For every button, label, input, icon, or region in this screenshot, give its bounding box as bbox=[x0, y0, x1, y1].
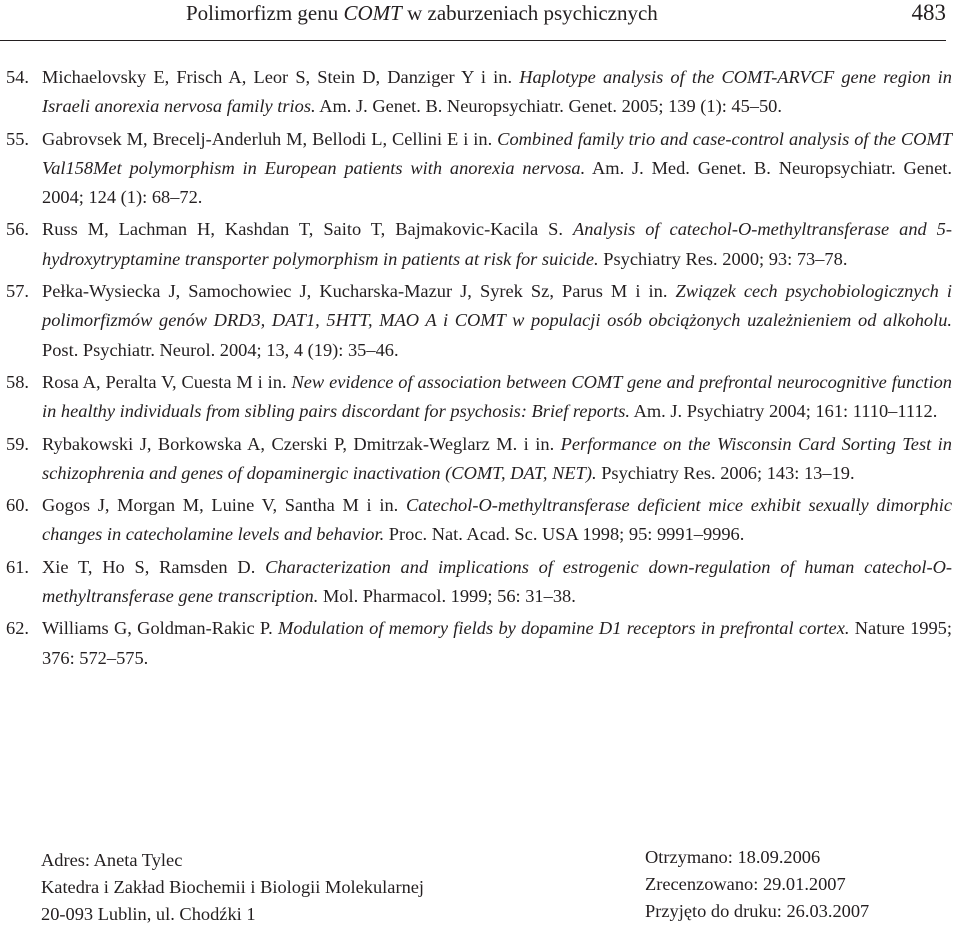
reference-source: Mol. Pharmacol. 1999; 56: 31–38. bbox=[322, 586, 576, 607]
reference-source: Psychiatry Res. 2006; 143: 13–19. bbox=[601, 462, 855, 483]
address-name: Adres: Aneta Tylec bbox=[41, 850, 183, 870]
reference-authors: Gogos J, Morgan M, Luine V, Santha M i in. bbox=[42, 495, 399, 516]
running-title bbox=[186, 1, 658, 25]
reference-title: Haplotype analysis of the COMT-ARVCF gene region in Israeli anorexia nervosa family trios. bbox=[42, 67, 952, 117]
reference-authors: Rosa A, Peralta V, Cuesta M i in. bbox=[42, 371, 287, 392]
running-title-end: w zaburzeniach psychicznych bbox=[401, 1, 658, 25]
running-header bbox=[0, 0, 946, 41]
reference-item bbox=[6, 277, 952, 365]
reference-title: Związek cech psychobiologicznych i polimorfizmów genów DRD3, DAT1, 5HTT, MAO A i COMT w populacji osób obciążonych uzależnieniem od alkoholu. bbox=[42, 281, 952, 331]
reference-source: Am. J. Med. Genet. B. Neuropsychiatr. Genet. 2004; 124 (1): 68–72. bbox=[42, 157, 952, 208]
reference-title: Modulation of memory fields by dopamine D1 receptors in prefrontal cortex. bbox=[278, 618, 850, 639]
address-department: Katedra i Zakład Biochemii i Biologii Molekularnej bbox=[41, 877, 425, 897]
article-dates bbox=[645, 844, 869, 925]
reference-authors: Michaelovsky E, Frisch A, Leor S, Stein D, Danziger Y i in. bbox=[42, 67, 513, 87]
reference-item bbox=[6, 614, 952, 673]
reference-item bbox=[6, 63, 952, 122]
reference-item bbox=[6, 491, 952, 550]
reference-list bbox=[6, 63, 952, 676]
reference-number: 54. bbox=[6, 67, 29, 87]
reference-number: 59. bbox=[6, 433, 29, 454]
date-accepted: Przyjęto do druku: 26.03.2007 bbox=[645, 901, 870, 921]
reference-title: Analysis of catechol-O-methyltransferase and 5-hydroxytryptamine transporter polymorphism in patients at risk for suicide. bbox=[42, 219, 953, 269]
date-reviewed: Zrecenzowano: 29.01.2007 bbox=[645, 874, 846, 894]
reference-source: Am. J. Genet. B. Neuropsychiatr. Genet. 2005; 139 (1): 45–50. bbox=[319, 96, 782, 117]
reference-number: 62. bbox=[6, 618, 29, 639]
running-title-gene: COMT bbox=[343, 1, 402, 25]
address-street: 20-093 Lublin, ul. Chodźki 1 bbox=[41, 904, 256, 924]
reference-number: 57. bbox=[6, 281, 29, 302]
reference-item bbox=[6, 215, 952, 274]
date-received: Otrzymano: 18.09.2006 bbox=[645, 847, 821, 867]
reference-title: New evidence of association between COMT gene and prefrontal neurocognitive function in healthy individuals from sibling pairs discordant for psychosis: Brief reports. bbox=[42, 371, 952, 422]
reference-source: Psychiatry Res. 2000; 93: 73–78. bbox=[603, 248, 848, 269]
reference-item bbox=[6, 430, 952, 489]
reference-number: 60. bbox=[6, 495, 29, 516]
running-title-start: Polimorfizm genu bbox=[186, 1, 344, 25]
reference-title: Catechol-O-methyltransferase deficient mice exhibit sexually dimorphic changes in catecholamine levels and behavior. bbox=[42, 495, 952, 545]
correspondence-address bbox=[41, 847, 424, 928]
reference-item bbox=[6, 125, 952, 213]
reference-authors: Rybakowski J, Borkowska A, Czerski P, Dmitrzak-Weglarz M. i in. bbox=[42, 433, 555, 454]
reference-number: 56. bbox=[6, 219, 29, 240]
reference-source: Am. J. Psychiatry 2004; 161: 1110–1112. bbox=[633, 401, 938, 422]
reference-authors: Pełka-Wysiecka J, Samochowiec J, Kucharska-Mazur J, Syrek Sz, Parus M i in. bbox=[42, 281, 668, 302]
reference-authors: Russ M, Lachman H, Kashdan T, Saito T, Bajmakovic-Kacila S. bbox=[42, 219, 563, 240]
reference-source: Post. Psychiatr. Neurol. 2004; 13, 4 (19): 35–46. bbox=[42, 339, 399, 360]
page-number: 483 bbox=[911, 0, 946, 25]
reference-number: 55. bbox=[6, 128, 29, 149]
reference-item bbox=[6, 553, 952, 612]
reference-authors: Xie T, Ho S, Ramsden D. bbox=[42, 556, 256, 577]
reference-title: Characterization and implications of estrogenic down-regulation of human catechol-O-methyltransferase gene transcription. bbox=[42, 556, 952, 607]
reference-authors: Gabrovsek M, Brecelj-Anderluh M, Bellodi L, Cellini E i in. bbox=[42, 128, 493, 149]
reference-item bbox=[6, 368, 952, 427]
reference-source: Proc. Nat. Acad. Sc. USA 1998; 95: 9991–9996. bbox=[388, 524, 745, 545]
reference-source: Nature 1995; 376: 572–575. bbox=[42, 618, 952, 668]
reference-title: Combined family trio and case-control analysis of the COMT Val158Met polymorphism in European patients with anorexia nervosa. bbox=[42, 128, 952, 178]
reference-number: 61. bbox=[6, 556, 29, 577]
reference-number: 58. bbox=[6, 371, 29, 392]
reference-authors: Williams G, Goldman-Rakic P. bbox=[42, 618, 273, 639]
reference-title: Performance on the Wisconsin Card Sorting Test in schizophrenia and genes of dopaminergic inactivation (COMT, DAT, NET). bbox=[42, 433, 952, 483]
